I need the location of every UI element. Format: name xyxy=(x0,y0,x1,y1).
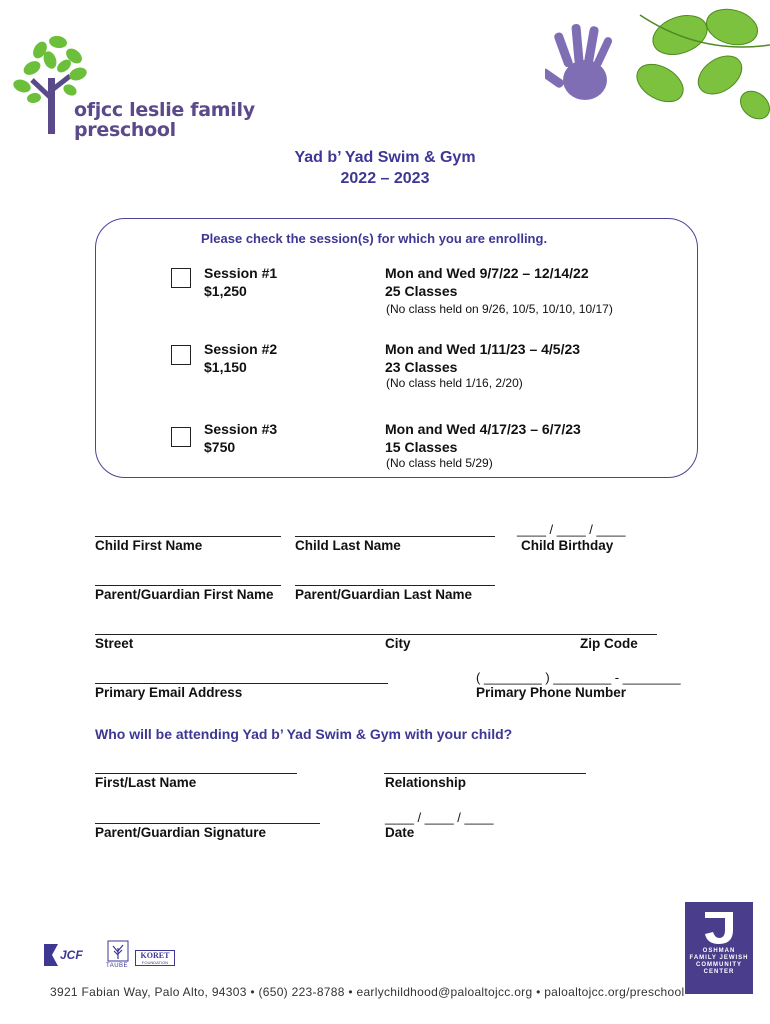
date-field[interactable]: ____ / ____ / ____ xyxy=(385,810,494,825)
email-field[interactable] xyxy=(95,683,388,684)
session-3-note: (No class held 5/29) xyxy=(386,456,493,470)
tree-small-icon xyxy=(107,940,129,962)
taube-logo xyxy=(106,940,130,972)
session-instruction: Please check the session(s) for which you are enrolling. xyxy=(201,231,548,246)
child-first-name-label: Child First Name xyxy=(95,538,203,553)
session-3-price: $750 xyxy=(204,439,236,455)
session-1-schedule: Mon and Wed 9/7/22 – 12/14/22 xyxy=(385,265,589,281)
session-3-name: Session #3 xyxy=(204,421,278,437)
koret-logo xyxy=(135,950,175,966)
date-label: Date xyxy=(385,825,415,840)
parent-first-name-field[interactable] xyxy=(95,585,281,586)
oshman-logo-text: OSHMAN FAMILY JEWISH COMMUNITY CENTER xyxy=(689,948,749,975)
child-last-name-field[interactable] xyxy=(295,536,495,537)
signature-field[interactable] xyxy=(95,823,320,824)
address-field[interactable] xyxy=(95,634,657,635)
koret-logo-text: KORET xyxy=(140,951,170,960)
child-birthday-field[interactable]: ____ / ____ / ____ xyxy=(517,522,626,537)
signature-label: Parent/Guardian Signature xyxy=(95,825,267,840)
city-label: City xyxy=(385,636,411,651)
session-1-checkbox[interactable] xyxy=(171,268,191,288)
session-2-schedule: Mon and Wed 1/11/23 – 4/5/23 xyxy=(385,341,581,357)
session-3-schedule: Mon and Wed 4/17/23 – 6/7/23 xyxy=(385,421,581,437)
logo-line2: preschool xyxy=(74,119,176,141)
email-label: Primary Email Address xyxy=(95,685,243,700)
jcf-logo-text: JCF xyxy=(60,948,83,962)
attendee-name-field[interactable] xyxy=(95,773,297,774)
session-2-price: $1,150 xyxy=(204,359,247,375)
session-3-checkbox[interactable] xyxy=(171,427,191,447)
relationship-field[interactable] xyxy=(384,773,586,774)
phone-field[interactable]: ( ________ ) ________ - ________ xyxy=(476,670,681,685)
parent-first-name-label: Parent/Guardian First Name xyxy=(95,587,274,602)
taube-logo-text: TAUBE xyxy=(106,963,129,969)
street-label: Street xyxy=(95,636,134,651)
session-2-checkbox[interactable] xyxy=(171,345,191,365)
child-first-name-field[interactable] xyxy=(95,536,281,537)
handprint-icon xyxy=(545,20,620,110)
preschool-logo xyxy=(12,28,255,141)
child-birthday-label: Child Birthday xyxy=(521,538,614,553)
logo-line1: ofjcc leslie family xyxy=(74,99,255,121)
oshman-jcc-logo xyxy=(685,902,753,994)
session-2-classes: 23 Classes xyxy=(385,359,458,375)
session-2-name: Session #2 xyxy=(204,341,278,357)
form-year: 2022 – 2023 xyxy=(340,170,430,187)
parent-last-name-label: Parent/Guardian Last Name xyxy=(295,587,473,602)
session-2-note: (No class held 1/16, 2/20) xyxy=(386,376,523,390)
phone-label: Primary Phone Number xyxy=(476,685,627,700)
zip-label: Zip Code xyxy=(580,636,638,651)
session-1-classes: 25 Classes xyxy=(385,283,458,299)
parent-last-name-field[interactable] xyxy=(295,585,495,586)
relationship-label: Relationship xyxy=(385,775,467,790)
form-title: Yad b’ Yad Swim & Gym xyxy=(294,149,476,166)
jcf-logo xyxy=(42,942,102,970)
session-1-name: Session #1 xyxy=(204,265,278,281)
koret-logo-sub: FOUNDATION xyxy=(141,960,169,965)
footer-address: 3921 Fabian Way, Palo Alto, 94303 • (650) 223-8788 • earlychildhood@paloaltojcc.org • paloaltojcc.org/preschool xyxy=(50,985,685,999)
oshman-j-icon xyxy=(697,908,741,948)
session-1-note: (No class held on 9/26, 10/5, 10/10, 10/17) xyxy=(386,302,613,316)
session-1-price: $1,250 xyxy=(204,283,247,299)
attendee-name-label: First/Last Name xyxy=(95,775,197,790)
leaves-icon xyxy=(620,5,770,120)
attendee-question: Who will be attending Yad b’ Yad Swim & Gym with your child? xyxy=(95,726,513,742)
child-last-name-label: Child Last Name xyxy=(295,538,401,553)
session-3-classes: 15 Classes xyxy=(385,439,458,455)
jcf-icon xyxy=(42,942,60,968)
